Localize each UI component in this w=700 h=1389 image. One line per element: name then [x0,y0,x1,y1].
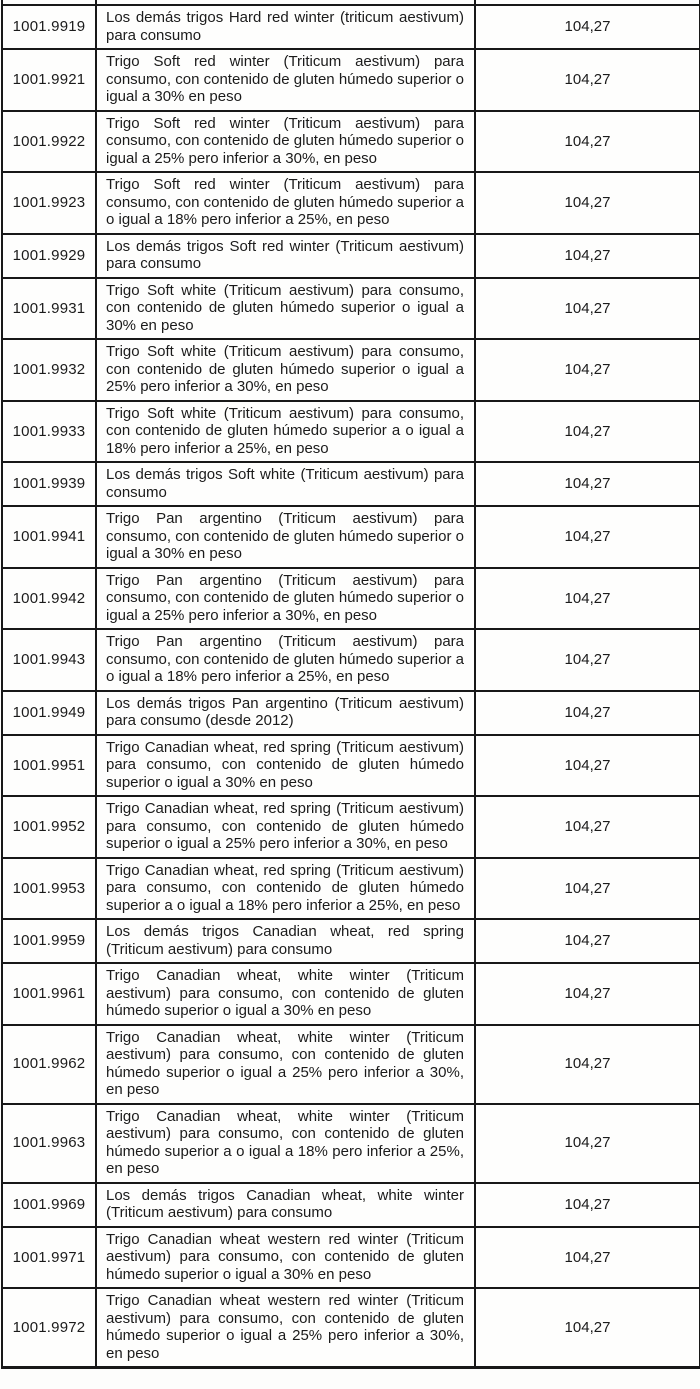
value-cell: 104,27 [475,1183,700,1227]
description-cell: Trigo Canadian wheat western red winter (Triticum aestivum) para consumo, con contenido de gluten húmedo superior o igual a 30% en peso [96,1227,475,1289]
hs-code-cell: 1001.9962 [2,1025,96,1104]
hs-code-cell: 1001.9933 [2,401,96,463]
hs-code-cell: 1001.9963 [2,1104,96,1183]
table-row [2,401,700,463]
description-cell: Trigo Pan argentino (Triticum aestivum) para consumo, con contenido de gluten húmedo superior o igual a 25% pero inferior a 30%, en peso [96,568,475,630]
description-cell: Trigo Canadian wheat western red winter (Triticum aestivum) para consumo, con contenido de gluten húmedo superior o igual a 25% pero inferior a 30%, en peso [96,1288,475,1368]
table-row [2,1025,700,1104]
description-cell: Los demás trigos Hard red winter (triticum aestivum) para consumo [96,5,475,49]
table-row [2,963,700,1025]
table-row [2,919,700,963]
hs-code-cell: 1001.9931 [2,278,96,340]
hs-code-cell: 1001.9942 [2,568,96,630]
table-row [2,278,700,340]
table-row [2,691,700,735]
value-cell: 104,27 [475,49,700,111]
description-cell: Trigo Soft red winter (Triticum aestivum) para consumo, con contenido de gluten húmedo superior o igual a 25% pero inferior a 30%, en peso [96,111,475,173]
hs-code-cell: 1001.9971 [2,1227,96,1289]
table-row [2,111,700,173]
value-cell: 104,27 [475,401,700,463]
description-cell: Trigo Canadian wheat, red spring (Triticum aestivum) para consumo, con contenido de gluten húmedo superior o igual a 25% pero inferior a 30%, en peso [96,796,475,858]
table-row [2,234,700,278]
hs-code-cell: 1001.9949 [2,691,96,735]
value-cell: 104,27 [475,5,700,49]
value-cell: 104,27 [475,1025,700,1104]
table-row [2,339,700,401]
hs-code-cell: 1001.9941 [2,506,96,568]
value-cell: 104,27 [475,735,700,797]
value-cell: 104,27 [475,629,700,691]
table-row [2,172,700,234]
description-cell: Trigo Soft white (Triticum aestivum) para consumo, con contenido de gluten húmedo superior o igual a 30% en peso [96,278,475,340]
table-row [2,5,700,49]
description-cell: Trigo Soft white (Triticum aestivum) para consumo, con contenido de gluten húmedo superior a o igual a 18% pero inferior a 25%, en peso [96,401,475,463]
hs-code-cell: 1001.9959 [2,919,96,963]
description-cell: Los demás trigos Pan argentino (Triticum aestivum) para consumo (desde 2012) [96,691,475,735]
description-cell: Los demás trigos Soft red winter (Triticum aestivum) para consumo [96,234,475,278]
value-cell: 104,27 [475,462,700,506]
table-row [2,1227,700,1289]
tariff-table-body [2,0,700,1368]
hs-code-cell: 1001.9929 [2,234,96,278]
table-row [2,1183,700,1227]
hs-code-cell: 1001.9952 [2,796,96,858]
hs-code-cell: 1001.9972 [2,1288,96,1368]
value-cell: 104,27 [475,1104,700,1183]
description-cell: Trigo Canadian wheat, white winter (Triticum aestivum) para consumo, con contenido de gluten húmedo superior o igual a 30% en peso [96,963,475,1025]
table-row [2,629,700,691]
hs-code-cell: 1001.9921 [2,49,96,111]
description-cell: Los demás trigos Soft white (Triticum aestivum) para consumo [96,462,475,506]
hs-code-cell: 1001.9919 [2,5,96,49]
table-row [2,506,700,568]
description-cell: Trigo Pan argentino (Triticum aestivum) para consumo, con contenido de gluten húmedo superior o igual a 30% en peso [96,506,475,568]
table-row [2,568,700,630]
table-row [2,735,700,797]
value-cell: 104,27 [475,796,700,858]
table-row [2,462,700,506]
hs-code-cell: 1001.9932 [2,339,96,401]
hs-code-cell: 1001.9951 [2,735,96,797]
hs-code-cell: 1001.9939 [2,462,96,506]
value-cell: 104,27 [475,691,700,735]
value-cell: 104,27 [475,234,700,278]
table-row [2,1288,700,1368]
hs-code-cell: 1001.9953 [2,858,96,920]
value-cell: 104,27 [475,111,700,173]
value-cell: 104,27 [475,1227,700,1289]
hs-code-cell: 1001.9969 [2,1183,96,1227]
description-cell: Trigo Soft red winter (Triticum aestivum) para consumo, con contenido de gluten húmedo superior a o igual a 18% pero inferior a 25%, en peso [96,172,475,234]
value-cell: 104,27 [475,568,700,630]
value-cell: 104,27 [475,278,700,340]
description-cell: Trigo Pan argentino (Triticum aestivum) para consumo, con contenido de gluten húmedo superior a o igual a 18% pero inferior a 25%, en peso [96,629,475,691]
description-cell: Los demás trigos Canadian wheat, red spring (Triticum aestivum) para consumo [96,919,475,963]
hs-code-cell: 1001.9961 [2,963,96,1025]
description-cell: Trigo Soft white (Triticum aestivum) para consumo, con contenido de gluten húmedo superior o igual a 25% pero inferior a 30%, en peso [96,339,475,401]
value-cell: 104,27 [475,506,700,568]
value-cell: 104,27 [475,919,700,963]
description-cell: Los demás trigos Canadian wheat, white winter (Triticum aestivum) para consumo [96,1183,475,1227]
table-row [2,1104,700,1183]
hs-code-cell: 1001.9922 [2,111,96,173]
table-row [2,49,700,111]
value-cell: 104,27 [475,172,700,234]
value-cell: 104,27 [475,858,700,920]
value-cell: 104,27 [475,1288,700,1368]
table-row [2,858,700,920]
description-cell: Trigo Canadian wheat, white winter (Triticum aestivum) para consumo, con contenido de gluten húmedo superior a o igual a 18% pero inferior a 25%, en peso [96,1104,475,1183]
description-cell: Trigo Canadian wheat, white winter (Triticum aestivum) para consumo, con contenido de gluten húmedo superior o igual a 25% pero inferior a 30%, en peso [96,1025,475,1104]
table-row [2,796,700,858]
hs-code-cell: 1001.9943 [2,629,96,691]
description-cell: Trigo Canadian wheat, red spring (Triticum aestivum) para consumo, con contenido de gluten húmedo superior o igual a 30% en peso [96,735,475,797]
description-cell: Trigo Canadian wheat, red spring (Triticum aestivum) para consumo, con contenido de gluten húmedo superior a o igual a 18% pero inferior a 25%, en peso [96,858,475,920]
tariff-table [1,0,700,1369]
value-cell: 104,27 [475,339,700,401]
value-cell: 104,27 [475,963,700,1025]
hs-code-cell: 1001.9923 [2,172,96,234]
description-cell: Trigo Soft red winter (Triticum aestivum) para consumo, con contenido de gluten húmedo superior o igual a 30% en peso [96,49,475,111]
